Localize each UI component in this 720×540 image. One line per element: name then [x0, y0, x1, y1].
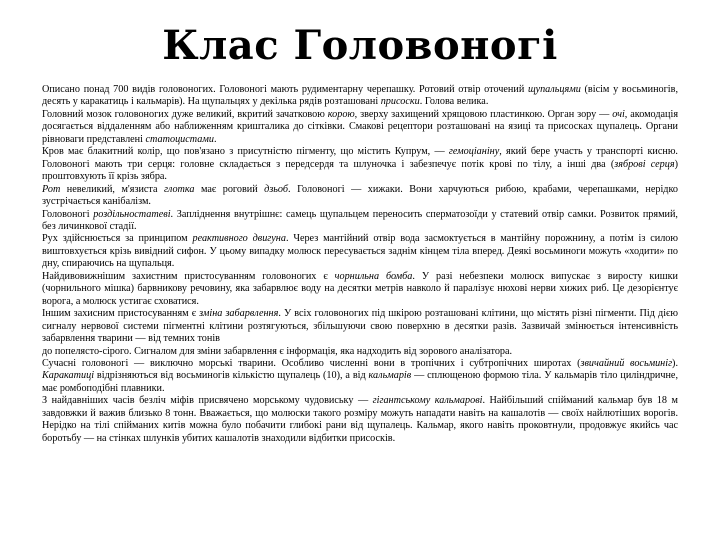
text: Сучасні головоногі — виключно морські тварини. Особливо численні вони в тропічних і субтропічних широтах ( — [42, 357, 581, 369]
text: Головний мозок головоногих дуже великий, вкритий зачатковою — [42, 108, 328, 120]
term: кальмарів — [368, 370, 412, 382]
term: статоцистами — [145, 133, 214, 145]
text: , акомодація досягається віддаленням або наближенням кришталика до сітківки. Смакові рецептори розташовані на язиці та присосках щупалець. Органи рівноваги представлені — [42, 108, 679, 145]
text: (вісім у восьминогів, десять у каракатиць і кальмарів). На щупальцях у декілька рядів розташовані — [42, 84, 678, 108]
text: має роговий — [194, 183, 265, 195]
term: зяброві серця — [614, 158, 675, 170]
text: . Голова велика. — [419, 96, 489, 108]
text: . Головоногі — хижаки. Вони харчуються рибою, крабами, черепашками, нерідко зустрічається канібалізм. — [42, 183, 678, 208]
text: . Найбільший спійманий кальмар був 18 м завдовжки й важив близько 8 тонн. Вважається, що молюски такого розміру можуть нападати навіть на кашалотів — своїх найлютіших ворогів. Нерідко на тілі спійманих китів можна було побачити глибокі рани від щупалець. Кальмар, якого навіть проковтнули, продовжує якийсь час боротьбу — на стінках шлунків убитих кашалотів знаходили відбитки присосків. — [42, 395, 678, 444]
term: зміна забарвлення — [199, 308, 279, 320]
text: З найдавніших часів безліч міфів присвячено морському чудовиську — — [42, 395, 373, 407]
text: . — [213, 133, 217, 145]
term: Рот — [42, 183, 61, 195]
slide-title: Клас Головоногі — [162, 22, 558, 69]
text: Рух здійснюється за принципом — [42, 233, 193, 245]
text: — сплющеною формою тіла. У кальмарів тіло циліндричне, має ромбоподібні плавники. — [42, 370, 679, 394]
paragraph-brain — [42, 109, 678, 146]
text: ). — [672, 357, 678, 369]
paragraph-giant-squid — [42, 395, 678, 445]
term: чорнильна бомба — [334, 270, 413, 282]
term: присоски — [380, 96, 420, 108]
text: невеликий, м'язиста — [60, 183, 165, 195]
paragraph-color-signal: до попелясто-сірого. Сигналом для зміни забарвлення є інформація, яка надходить від зорового аналізатора. — [42, 345, 513, 357]
term: глотка — [164, 183, 195, 195]
term: гігантському кальмарові — [372, 395, 483, 407]
text: . У разі небезпеки молюск випускає з виросту кишки (чорнильного мішка) барвникову речовину, яка забарвлює воду на десятки метрів навколо й паралізує нюхові нерви хижих риб. Це дезорієнтує ворога, а молюск устигає сховатися. — [42, 270, 678, 307]
text: ) проштовхують її крізь зябра. — [42, 158, 678, 183]
term: роздільностатеві — [93, 208, 171, 220]
text: Кров має блакитний колір, що пов'язано з присутністю пігменту, що містить Купрум, — — [42, 146, 449, 158]
term: щупальцями — [528, 84, 581, 95]
text: . Запліднення внутрішнє: самець щупальцем переносить сперматозоїди у статевий отвір самки. Розвиток прямий, без личинкової стадії. — [42, 208, 678, 232]
text: Іншим захисним пристосуванням є — [42, 308, 200, 320]
term: реактивного двигуна — [192, 233, 286, 245]
text: . Через мантійний отвір вода засмоктується в мантійну порожнину, а потім із силою виштовхується крізь вивідний сифон. У цьому випадку молюск пересувається заднім кінцем тіла вперед. Деякі восьминоги можуть «ходити» по дну, спираючись на щупальця. — [42, 233, 679, 270]
text: . У всіх головоногих під шкірою розташовані клітини, що містять різні пігменти. Під дією сигналу нервової системи пігментні клітини розтягуються, збільшуючи свою поверхню в десятки разів. Зазвичай змінюється інтенсивність забарвлення тварини — від темних тонів — [42, 308, 679, 345]
term: дзьоб — [264, 183, 289, 195]
text: Найдивовижнішим захистним пристосуванням головоногих є — [42, 270, 335, 282]
paragraph-anatomy — [42, 84, 678, 109]
paragraph-ink-defense — [42, 271, 678, 308]
term: гемоціаніну — [448, 146, 500, 158]
term: звичайний восьминіг — [580, 357, 673, 369]
term: корою — [327, 108, 355, 120]
paragraph-blood — [42, 146, 678, 183]
slide-body — [42, 84, 678, 445]
term: Каракатиці — [42, 370, 95, 382]
paragraph-movement — [42, 233, 678, 270]
paragraph-feeding — [42, 184, 678, 209]
paragraph-color-change — [42, 308, 678, 345]
paragraph-reproduction — [42, 209, 678, 234]
term: очі — [612, 108, 625, 120]
text: , який бере участь у транспорті кисню. Головоногі мають три серця: головне складається з передсердя та шлуночка і забезпечує потік крові по тілу, а інші два ( — [42, 146, 678, 170]
text: Головоногі — [42, 208, 94, 220]
text: , зверху захищений хрящовою пластинкою. Орган зору — — [354, 108, 613, 120]
text: Описано понад 700 видів головоногих. Головоногі мають рудиментарну черепашку. Ротовий отвір оточений — [42, 84, 529, 95]
paragraph-modern-species — [42, 358, 678, 395]
text: відрізняються від восьминогів кількістю щупалець (10), а від — [94, 370, 369, 382]
